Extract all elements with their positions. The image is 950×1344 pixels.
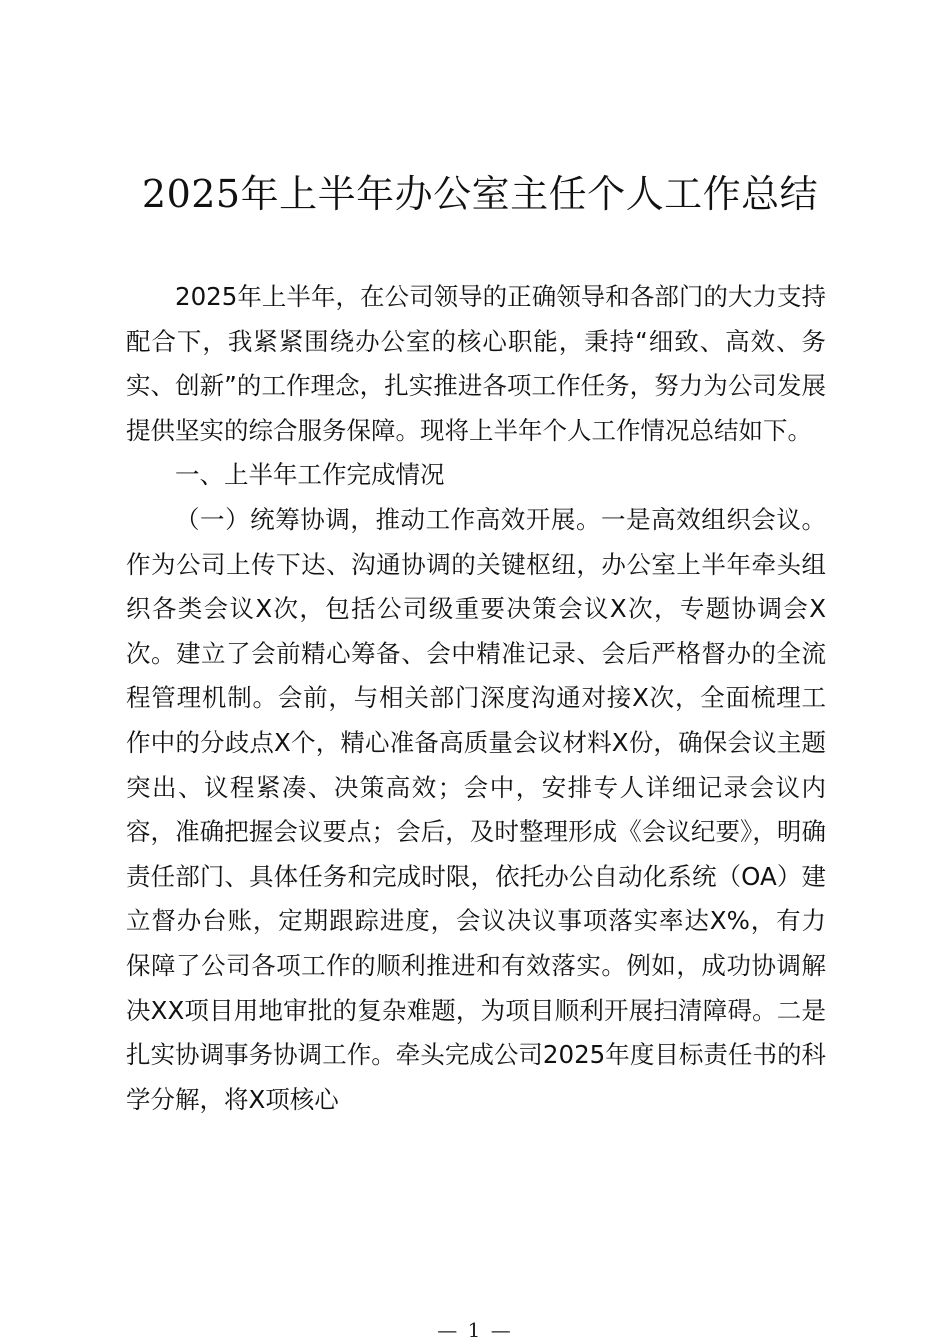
section-heading: 一、上半年工作完成情况	[175, 460, 445, 490]
document-body	[126, 275, 826, 1122]
intro-paragraph: 2025年上半年，在公司领导的正确领导和各部门的大力支持配合下，我紧紧围绕办公室的核心职能，秉持“细致、高效、务实、创新”的工作理念，扎实推进各项工作任务，努力为公司发展提供坚实的综合服务保障。现将上半年个人工作情况总结如下。	[126, 282, 826, 445]
document-title: 2025年上半年办公室主任个人工作总结	[141, 172, 819, 216]
page-number: — 1 —	[437, 1318, 513, 1342]
body-paragraph: （一）统筹协调，推动工作高效开展。一是高效组织会议。作为公司上传下达、沟通协调的关键枢纽，办公室上半年牵头组织各类会议X次，包括公司级重要决策会议X次，专题协调会X次。建立了会前精心筹备、会中精准记录、会后严格督办的全流程管理机制。会前，与相关部门深度沟通对接X次，全面梳理工作中的分歧点X个，精心准备高质量会议材料X份，确保会议主题突出、议程紧凑、决策高效；会中，安排专人详细记录会议内容，准确把握会议要点；会后，及时整理形成《会议纪要》，明确责任部门、具体任务和完成时限，依托办公自动化系统（OA）建立督办台账，定期跟踪进度，会议决议事项落实率达X%，有力保障了公司各项工作的顺利推进和有效落实。例如，成功协调解决XX项目用地审批的复杂难题，为项目顺利开展扫清障碍。二是扎实协调事务协调工作。牵头完成公司2025年度目标责任书的科学分解，将X项核心	[126, 504, 826, 1114]
